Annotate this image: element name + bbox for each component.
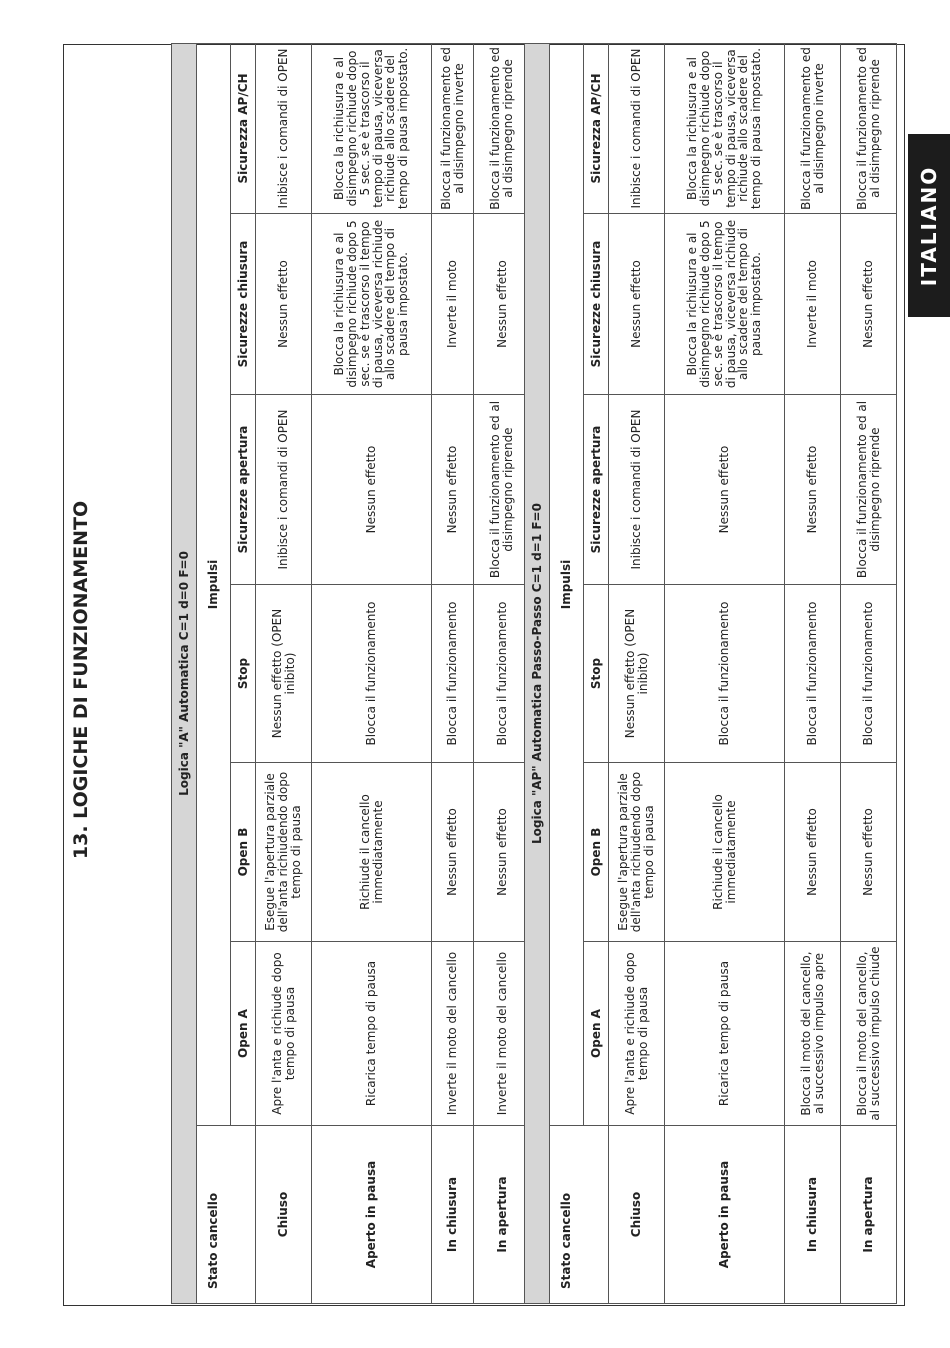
column-header: Open B xyxy=(231,763,256,942)
state-header: Stato cancello xyxy=(197,1126,231,1304)
table-cell: Blocca il funzionamento ed al disimpegno inverte xyxy=(432,43,474,213)
table-cell: Nessun effetto (OPEN inibito) xyxy=(256,585,312,763)
table-cell: Inverte il moto xyxy=(432,214,474,395)
table-cell: Blocca il funzionamento ed al disimpegno inverte xyxy=(785,44,841,214)
row-state: Aperto in pausa xyxy=(312,1126,432,1304)
table-cell: Apre l'anta e richiude dopo tempo di pausa xyxy=(609,942,665,1126)
logic-table-ap xyxy=(524,43,897,1304)
column-header: Sicurezze apertura xyxy=(584,395,609,585)
language-tab-label: ITALIANO xyxy=(917,165,941,287)
row-state: Aperto in pausa xyxy=(665,1126,785,1304)
table-cell: Blocca il funzionamento xyxy=(785,585,841,763)
table-cell: Blocca il moto del cancello, al successivo impulso apre xyxy=(785,942,841,1126)
row-state: In chiusura xyxy=(432,1126,474,1304)
table-row xyxy=(609,44,665,1304)
table-cell: Blocca il funzionamento xyxy=(474,585,531,763)
column-header: Sicurezze chiusura xyxy=(231,214,256,395)
table-cell: Nessun effetto xyxy=(256,214,312,395)
table-cell: Inverte il moto del cancello xyxy=(474,942,531,1126)
table-cell: Blocca il funzionamento ed al disimpegno riprende xyxy=(841,44,897,214)
table-row xyxy=(841,44,897,1304)
page-title: 13. LOGICHE DI FUNZIONAMENTO xyxy=(70,500,92,860)
table-cell: Nessun effetto xyxy=(474,214,531,395)
column-header: Open A xyxy=(584,942,609,1126)
column-header: Sicurezza AP/CH xyxy=(584,44,609,214)
table-cell: Nessun effetto xyxy=(841,214,897,395)
column-header: Open B xyxy=(584,763,609,942)
table-cell: Inibisce i comandi di OPEN xyxy=(256,43,312,213)
table-cell: Inibisce i comandi di OPEN xyxy=(256,395,312,585)
table-cell: Blocca il funzionamento ed al disimpegno riprende xyxy=(474,395,531,585)
table-cell: Blocca il funzionamento xyxy=(841,585,897,763)
table-cell: Nessun effetto xyxy=(432,395,474,585)
table-cell: Inverte il moto xyxy=(785,214,841,395)
column-header: Stop xyxy=(231,585,256,763)
row-state: Chiuso xyxy=(609,1126,665,1304)
state-header-spacer xyxy=(584,1126,609,1304)
row-state: In apertura xyxy=(474,1126,531,1304)
impulses-header: Impulsi xyxy=(550,44,584,1126)
table-caption: Logica "AP" Automatica Passo-Passo C=1 d=1 F=0 xyxy=(525,44,550,1304)
state-header: Stato cancello xyxy=(550,1126,584,1304)
table-cell: Ricarica tempo di pausa xyxy=(312,942,432,1126)
table-row xyxy=(312,43,432,1303)
table-cell: Blocca la richiusura e al disimpegno richiude dopo 5 sec. se è trascorso il tempo di pausa, viceversa richiude allo scadere del tempo di pausa impostato. xyxy=(665,214,785,395)
logic-table xyxy=(171,43,531,1304)
table-cell: Blocca la richiusura e al disimpegno richiude dopo 5 sec. se è trascorso il tempo di pausa, viceversa richiude allo scadere del tempo di pausa impostato. xyxy=(665,44,785,214)
table-cell: Blocca il moto del cancello, al successivo impulso chiude xyxy=(841,942,897,1126)
table-cell: Inverte il moto del cancello xyxy=(432,942,474,1126)
table-caption: Logica "A" Automatica C=1 d=0 F=0 xyxy=(172,43,197,1303)
logic-table xyxy=(524,43,897,1304)
table-cell: Blocca il funzionamento xyxy=(665,585,785,763)
table-cell: Nessun effetto xyxy=(785,395,841,585)
column-header: Sicurezze chiusura xyxy=(584,214,609,395)
table-cell: Richiude il cancello immediatamente xyxy=(312,763,432,942)
table-cell: Nessun effetto xyxy=(785,763,841,942)
column-header: Sicurezza AP/CH xyxy=(231,43,256,213)
table-cell: Nessun effetto xyxy=(474,763,531,942)
table-row xyxy=(256,43,312,1303)
table-row xyxy=(432,43,474,1303)
column-header: Open A xyxy=(231,942,256,1126)
table-cell: Richiude il cancello immediatamente xyxy=(665,763,785,942)
row-state: In apertura xyxy=(841,1126,897,1304)
table-cell: Nessun effetto xyxy=(432,763,474,942)
column-header: Stop xyxy=(584,585,609,763)
row-state: In chiusura xyxy=(785,1126,841,1304)
table-cell: Blocca il funzionamento ed al disimpegno riprende xyxy=(474,43,531,213)
table-cell: Blocca il funzionamento ed al disimpegno riprende xyxy=(841,395,897,585)
table-cell: Esegue l'apertura parziale dell'anta richiudendo dopo tempo di pausa xyxy=(609,763,665,942)
table-cell: Nessun effetto (OPEN inibito) xyxy=(609,585,665,763)
table-cell: Blocca la richiusura e al disimpegno richiude dopo 5 sec. se è trascorso il tempo di pausa, viceversa richiude allo scadere del tempo di pausa impostato. xyxy=(312,43,432,213)
logic-table-a xyxy=(171,43,531,1304)
table-cell: Nessun effetto xyxy=(665,395,785,585)
column-header: Sicurezze apertura xyxy=(231,395,256,585)
table-cell: Inibisce i comandi di OPEN xyxy=(609,44,665,214)
table-cell: Blocca il funzionamento xyxy=(432,585,474,763)
row-state: Chiuso xyxy=(256,1126,312,1304)
impulses-header: Impulsi xyxy=(197,43,231,1125)
table-cell: Esegue l'apertura parziale dell'anta richiudendo dopo tempo di pausa xyxy=(256,763,312,942)
table-cell: Blocca il funzionamento xyxy=(312,585,432,763)
table-cell: Nessun effetto xyxy=(609,214,665,395)
table-cell: Nessun effetto xyxy=(312,395,432,585)
table-cell: Apre l'anta e richiude dopo tempo di pausa xyxy=(256,942,312,1126)
table-row xyxy=(665,44,785,1304)
state-header-spacer xyxy=(231,1126,256,1304)
table-cell: Inibisce i comandi di OPEN xyxy=(609,395,665,585)
table-cell: Ricarica tempo di pausa xyxy=(665,942,785,1126)
table-row xyxy=(785,44,841,1304)
table-cell: Nessun effetto xyxy=(841,763,897,942)
table-row xyxy=(474,43,531,1303)
table-cell: Blocca la richiusura e al disimpegno richiude dopo 5 sec. se è trascorso il tempo di pausa, viceversa richiude allo scadere del tempo di pausa impostato. xyxy=(312,214,432,395)
